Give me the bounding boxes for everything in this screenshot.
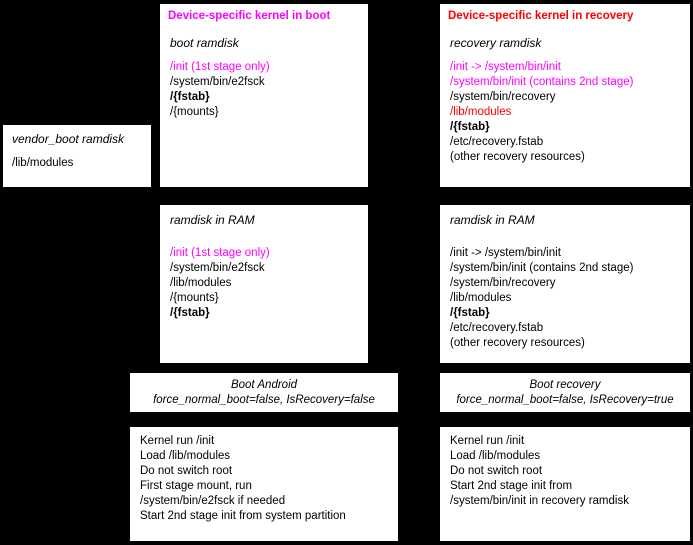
vendor-boot-ramdisk-box xyxy=(3,125,151,187)
vendor-boot-line: /lib/modules xyxy=(12,157,74,169)
recovery-action-line: Start 2nd stage init from xyxy=(450,480,573,492)
ram-recovery-line: /{fstab} xyxy=(450,307,490,319)
recovery-action-line: Do not switch root xyxy=(450,465,543,477)
recovery-action-emphasis: recovery xyxy=(541,495,586,507)
ram-recovery-line: /etc/recovery.fstab xyxy=(450,322,544,334)
ram-recovery-line: (other recovery resources) xyxy=(450,337,585,349)
recovery-ramdisk-line: /system/bin/recovery xyxy=(450,91,556,103)
recovery-action-line: Load /lib/modules xyxy=(450,450,541,462)
ramdisk-in-ram-boot-box xyxy=(160,205,368,363)
header-label-recovery: Device-specific kernel in recovery xyxy=(448,10,634,22)
boot-action-line: First stage mount, run xyxy=(140,480,252,492)
header-box-recovery xyxy=(440,4,690,28)
boot-ramdisk-line: /init (1st stage only) xyxy=(170,61,270,73)
ram-boot-line: /{fstab} xyxy=(170,307,210,319)
boot-mode-box-android xyxy=(130,373,398,412)
recovery-mode-flags: force_normal_boot=false, IsRecovery=true xyxy=(456,394,674,406)
recovery-ramdisk-box xyxy=(440,28,690,187)
boot-action-line: Kernel run /init xyxy=(140,435,215,447)
recovery-ramdisk-line: /lib/modules xyxy=(450,106,512,118)
ram-boot-title: ramdisk in RAM xyxy=(170,213,255,227)
recovery-mode-title: Boot recovery xyxy=(529,379,601,391)
boot-mode-box-recovery xyxy=(440,373,690,412)
recovery-ramdisk-line: /etc/recovery.fstab xyxy=(450,136,544,148)
boot-action-line: Load /lib/modules xyxy=(140,450,231,462)
ram-boot-line: /{mounts} xyxy=(170,292,219,304)
ramdisk-in-ram-recovery-box xyxy=(440,205,690,363)
recovery-actions-box xyxy=(440,427,690,541)
boot-ramdisk-line: /system/bin/e2fsck xyxy=(170,76,265,88)
recovery-action-line-last xyxy=(450,494,680,509)
boot-action-line: Start 2nd stage init from system partition xyxy=(140,510,346,522)
boot-ramdisk-line: /{fstab} xyxy=(170,91,210,103)
ram-recovery-line: /system/bin/recovery xyxy=(450,277,556,289)
recovery-action-prefix: /system/bin/init in xyxy=(450,495,542,507)
ram-boot-line: /lib/modules xyxy=(170,277,232,289)
spacer xyxy=(450,237,680,246)
header-label-boot: Device-specific kernel in boot xyxy=(168,10,331,22)
boot-action-line: Do not switch root xyxy=(140,465,233,477)
ram-recovery-title: ramdisk in RAM xyxy=(450,213,535,227)
boot-ramdisk-box xyxy=(160,28,368,187)
ram-recovery-line: /init -> /system/bin/init xyxy=(450,247,561,259)
boot-ramdisk-line: /{mounts} xyxy=(170,106,219,118)
ram-boot-line: /system/bin/e2fsck xyxy=(170,262,265,274)
recovery-ramdisk-title: recovery ramdisk xyxy=(450,36,542,50)
recovery-ramdisk-line: /system/bin/init (contains 2nd stage) xyxy=(450,76,634,88)
ram-recovery-line: /system/bin/init (contains 2nd stage) xyxy=(450,262,634,274)
spacer xyxy=(170,237,358,246)
boot-actions-box xyxy=(130,427,398,541)
boot-ramdisk-title: boot ramdisk xyxy=(170,36,239,50)
ram-boot-line: /init (1st stage only) xyxy=(170,247,270,259)
header-box-boot xyxy=(160,4,368,28)
recovery-action-suffix: ramdisk xyxy=(585,495,629,507)
boot-mode-flags: force_normal_boot=false, IsRecovery=false xyxy=(153,394,375,406)
recovery-ramdisk-line: /init -> /system/bin/init xyxy=(450,61,561,73)
recovery-ramdisk-line: /{fstab} xyxy=(450,121,490,133)
vendor-boot-title: vendor_boot ramdisk xyxy=(12,132,125,146)
recovery-ramdisk-line: (other recovery resources) xyxy=(450,151,585,163)
ram-recovery-line: /lib/modules xyxy=(450,292,512,304)
boot-mode-title: Boot Android xyxy=(230,379,298,391)
boot-action-line: /system/bin/e2fsck if needed xyxy=(140,495,286,507)
recovery-action-line: Kernel run /init xyxy=(450,435,525,447)
